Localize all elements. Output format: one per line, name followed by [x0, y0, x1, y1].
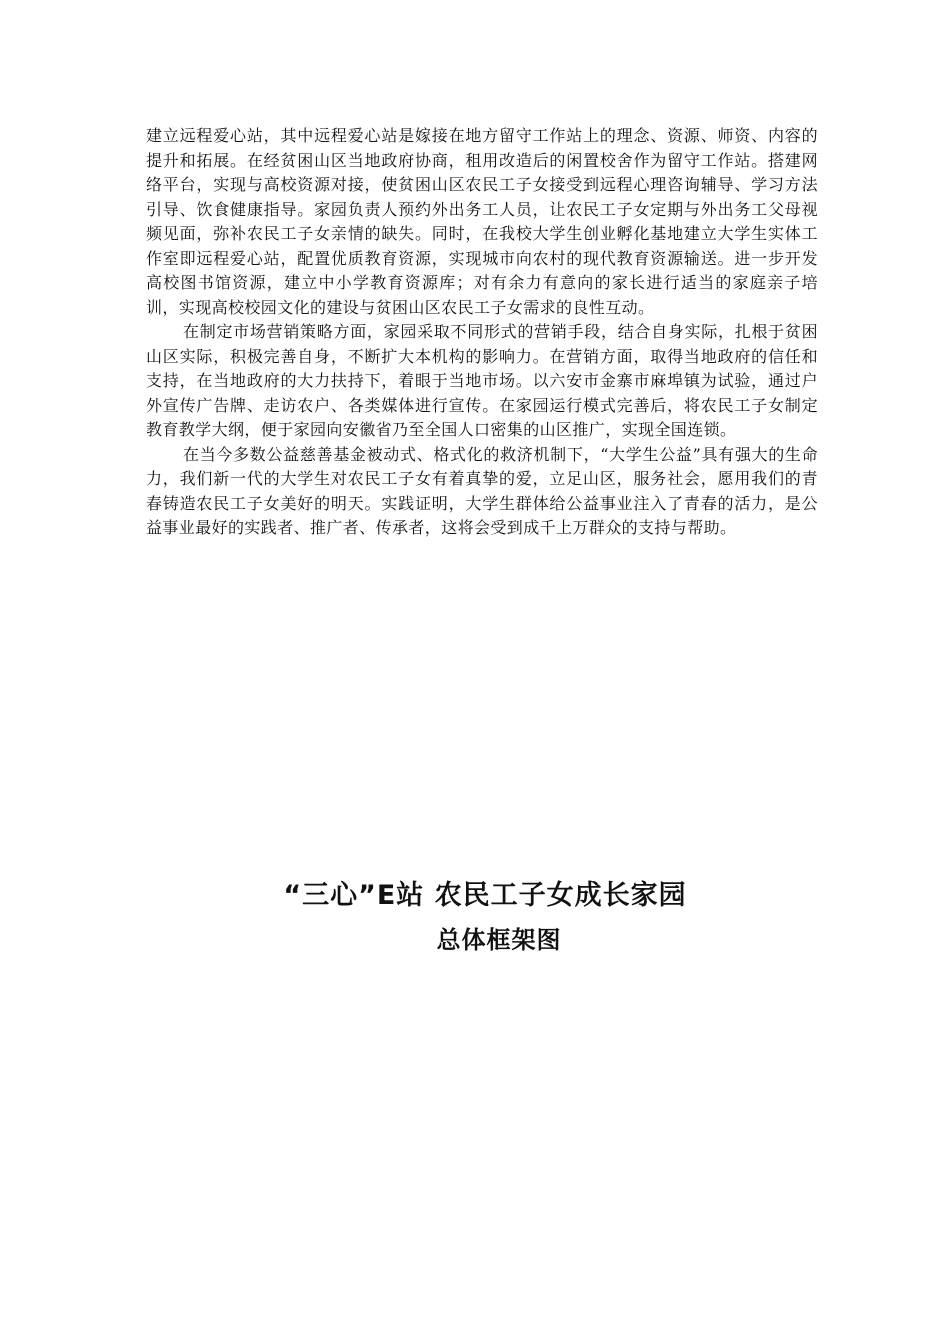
framework-subtitle: 总体框架图 — [436, 926, 562, 954]
framework-title-block — [0, 872, 950, 960]
framework-title: “三心”E站 农民工子女成长家园 — [283, 880, 687, 911]
paragraph-marketing-strategy: 在制定市场营销策略方面，家园采取不同形式的营销手段，结合自身实际，扎根于贫困山区实际，积极完善自身，不断扩大本机构的影响力。在营销方面，取得当地政府的信任和支持，在当地政府的大力扶持下，着眼于当地市场。以六安市金寨市麻埠镇为试验，通过户外宣传广告牌、走访农户、各类媒体进行宣传。在家园运行模式完善后，将农民工子女制定教育教学大纲，便于家园向安徽省乃至全国人口密集的山区推广，实现全国连锁。 — [146, 322, 818, 439]
paragraph-student-charity: 在当今多数公益慈善基金被动式、格式化的救济机制下，“大学生公益”具有强大的生命力，我们新一代的大学生对农民工子女有着真挚的爱，立足山区，服务社会，愿用我们的青春铸造农民工子女美好的明天。实践证明，大学生群体给公益事业注入了青春的活力，是公益事业最好的实践者、推广者、传承者，这将会受到成千上万群众的支持与帮助。 — [146, 444, 818, 537]
body-text — [146, 124, 818, 541]
paragraph-remote-love-station: 建立远程爱心站，其中远程爱心站是嫁接在地方留守工作站上的理念、资源、师资、内容的提升和拓展。在经贫困山区当地政府协商，租用改造后的闲置校舍作为留守工作站。搭建网络平台，实现与高校资源对接，使贫困山区农民工子女接受到远程心理咨询辅导、学习方法引导、饮食健康指导。家园负责人预约外出务工人员，让农民工子女定期与外出务工父母视频见面，弥补农民工子女亲情的缺失。同时，在我校大学生创业孵化基地建立大学生实体工作室即远程爱心站，配置优质教育资源，实现城市向农村的现代教育资源输送。进一步开发高校图书馆资源，建立中小学教育资源库；对有余力有意向的家长进行适当的家庭亲子培训，实现高校校园文化的建设与贫困山区农民工子女需求的良性互动。 — [146, 126, 818, 317]
